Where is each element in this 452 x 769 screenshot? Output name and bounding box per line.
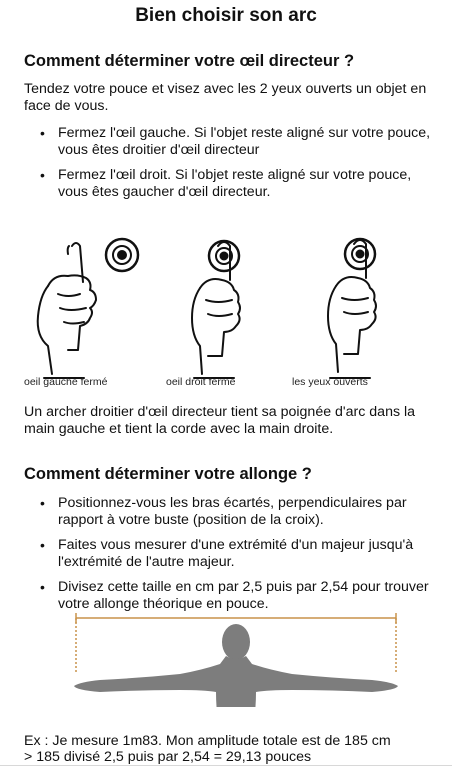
conclusion-paragraph: Un archer droitier d'œil directeur tient sa poignée d'arc dans la main gauche et tient la corde avec la main droite. — [24, 404, 416, 437]
list-item — [0, 537, 452, 571]
arm-span-illustration — [60, 612, 410, 707]
example-line-1: Ex : Je mesure 1m83. Mon amplitude totale est de 185 cm — [24, 733, 391, 749]
hand-figure-both-eyes-open — [328, 239, 376, 378]
bullet-text: Positionnez-vous les bras écartés, perpendiculaires par rapport à votre buste (position de la croix). — [58, 495, 407, 528]
draw-length-bullet-list — [0, 495, 452, 621]
caption-both-eyes-open: les yeux ouverts — [292, 376, 368, 388]
bullet-icon: • — [40, 167, 45, 183]
caption-left-eye-closed: oeil gauche fermé — [24, 376, 108, 388]
list-item — [0, 579, 452, 613]
bullet-text: Fermez l'œil gauche. Si l'objet reste aligné sur votre pouce, vous êtes droitier d'œil directeur — [58, 125, 431, 158]
section-heading-eye: Comment déterminer votre œil directeur ? — [24, 52, 355, 70]
hand-figure-right-eye-closed — [192, 241, 240, 378]
example-line-2: > 185 divisé 2,5 puis par 2,54 = 29,13 pouces — [24, 749, 312, 765]
intro-paragraph: Tendez votre pouce et visez avec les 2 yeux ouverts un objet en face de vous. — [24, 81, 427, 114]
caption-right-eye-closed: oeil droit fermé — [166, 376, 236, 388]
list-item — [0, 495, 452, 529]
bullet-icon: • — [40, 537, 45, 553]
bullet-text: Divisez cette taille en cm par 2,5 puis par 2,54 pour trouver votre allonge théorique en pouce. — [58, 579, 429, 612]
bullet-icon: • — [40, 125, 45, 141]
bullet-icon: • — [40, 495, 45, 511]
bullet-icon: • — [40, 579, 45, 595]
page-title: Bien choisir son arc — [135, 5, 317, 26]
list-item — [0, 167, 452, 201]
section-heading-draw-length: Comment déterminer votre allonge ? — [24, 465, 312, 483]
bullet-text: Faites vous mesurer d'une extrémité d'un majeur jusqu'à l'extrémité de l'autre majeur. — [58, 537, 414, 570]
dominant-eye-illustration — [0, 228, 452, 398]
bullet-text: Fermez l'œil droit. Si l'objet reste aligné sur votre pouce, vous êtes gaucher d'œil directeur. — [58, 167, 412, 200]
hand-figure-left-eye-closed — [38, 239, 138, 378]
eye-bullet-list — [0, 125, 452, 209]
person-silhouette — [74, 624, 398, 707]
list-item — [0, 125, 452, 159]
divider — [0, 765, 452, 766]
